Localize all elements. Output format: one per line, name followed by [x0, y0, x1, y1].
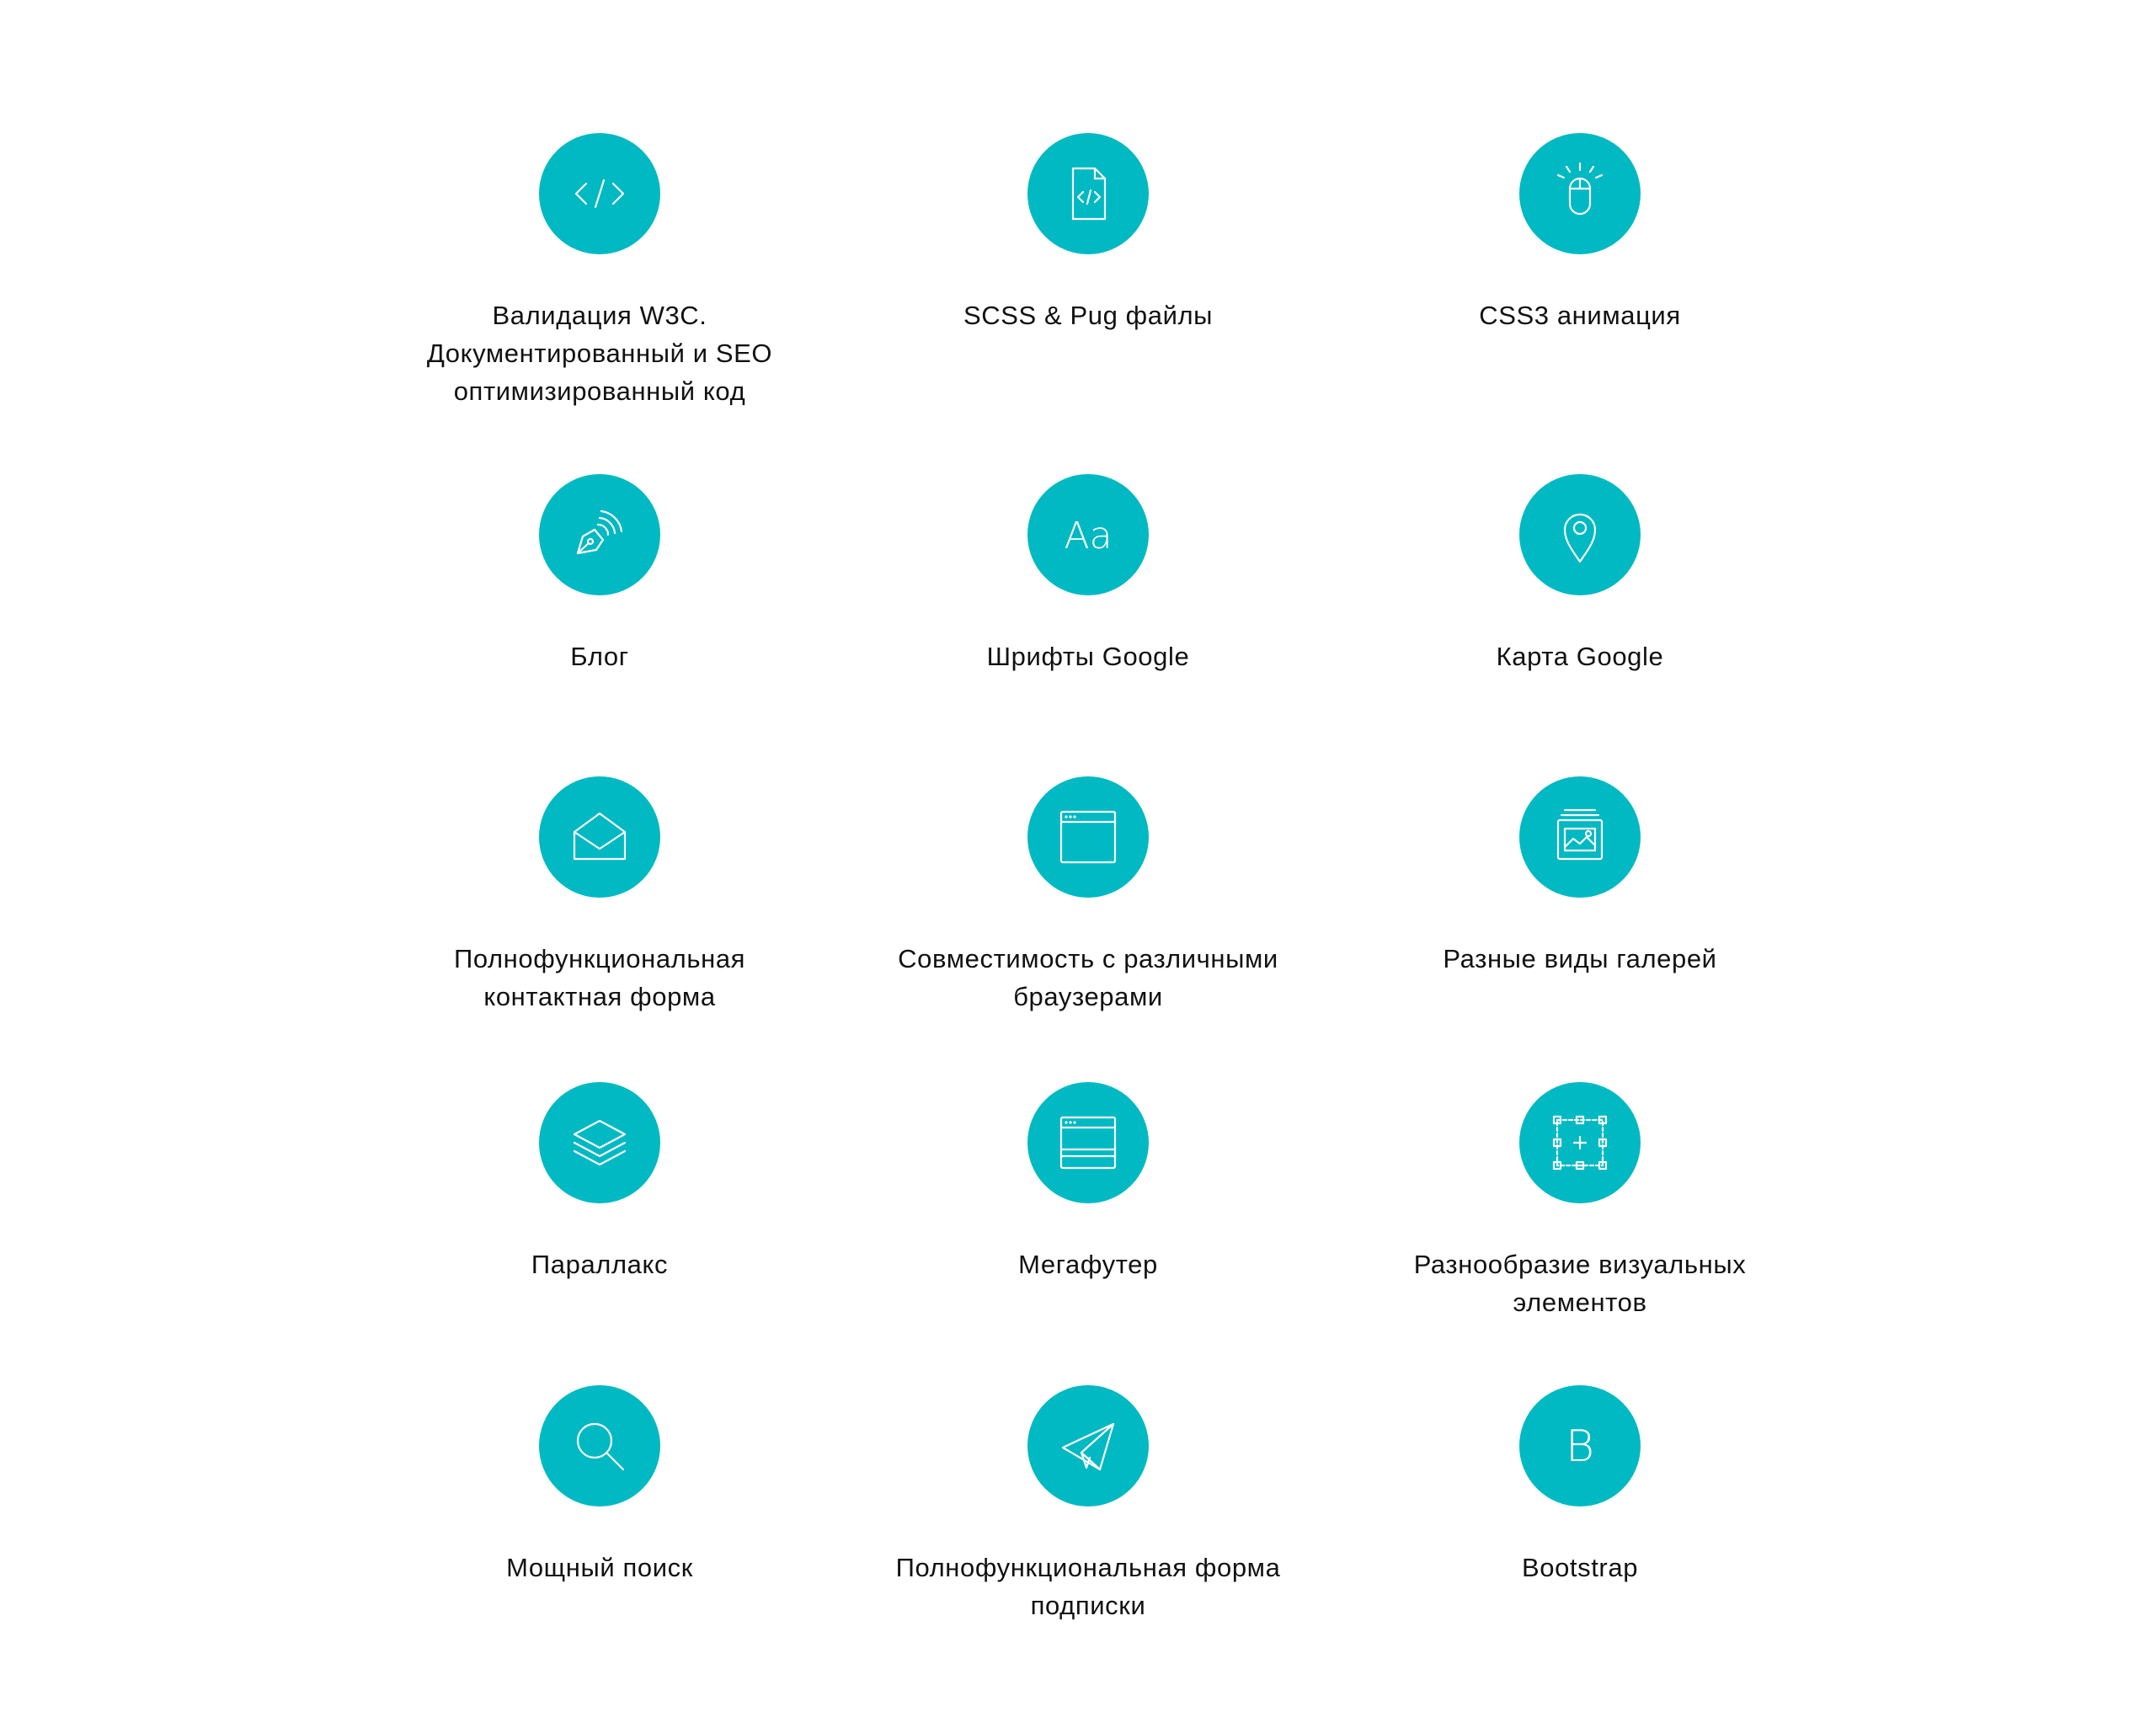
feature-label: Шрифты Google: [986, 642, 1190, 671]
feature-label: Блог: [570, 642, 629, 671]
search-icon: [539, 1385, 660, 1506]
feature-label: Параллакс: [531, 1250, 669, 1279]
font-icon: [1027, 474, 1149, 595]
feature-search: [364, 1385, 835, 1586]
map-pin-icon: [1519, 474, 1641, 595]
feature-scss-pug: [852, 133, 1324, 334]
selection-box-icon: [1519, 1082, 1641, 1203]
gallery-icon: [1519, 776, 1641, 898]
font-glyph: Aa: [1064, 515, 1113, 557]
browser-window-icon: [1027, 776, 1149, 898]
feature-bootstrap: [1344, 1385, 1816, 1586]
feature-label: Полнофункциональная контактная форма: [453, 944, 746, 1011]
feature-contact-form: [364, 776, 835, 1016]
feature-validation: [364, 133, 835, 410]
feature-label: Разнообразие визуальных элементов: [1413, 1250, 1747, 1317]
feature-galleries: [1344, 776, 1816, 978]
feature-megafooter: [852, 1082, 1324, 1283]
footer-layout-icon: [1027, 1082, 1149, 1203]
paper-plane-icon: [1027, 1385, 1149, 1506]
feature-label: Полнофункциональная форма подписки: [895, 1553, 1281, 1620]
feature-label: SCSS & Pug файлы: [963, 301, 1214, 330]
feature-blog: [364, 474, 835, 675]
feature-browser-compat: [852, 776, 1324, 1016]
feature-label: CSS3 анимация: [1479, 301, 1681, 330]
code-file-icon: [1027, 133, 1149, 254]
feature-subscription-form: [852, 1385, 1324, 1624]
mouse-icon: [1519, 133, 1641, 254]
feature-google-fonts: [852, 474, 1324, 675]
feature-label: Bootstrap: [1521, 1553, 1639, 1582]
feature-label: Валидация W3C. Документированный и SEO оптимизированный код: [426, 301, 773, 406]
layers-icon: [539, 1082, 660, 1203]
bootstrap-icon: [1519, 1385, 1641, 1506]
feature-google-map: [1344, 474, 1816, 675]
feature-visual-elements: [1344, 1082, 1816, 1321]
feature-label: Разные виды галерей: [1443, 944, 1717, 973]
feature-parallax: [364, 1082, 835, 1283]
feature-label: Совместимость с различными браузерами: [898, 944, 1278, 1011]
pen-nib-icon: [539, 474, 660, 595]
envelope-icon: [539, 776, 660, 898]
feature-label: Мегафутер: [1018, 1250, 1158, 1279]
feature-label: Мощный поиск: [506, 1553, 693, 1582]
feature-label: Карта Google: [1496, 642, 1664, 671]
code-icon: [539, 133, 660, 254]
bootstrap-glyph: B: [1565, 1421, 1595, 1472]
feature-css3-animation: [1344, 133, 1816, 334]
